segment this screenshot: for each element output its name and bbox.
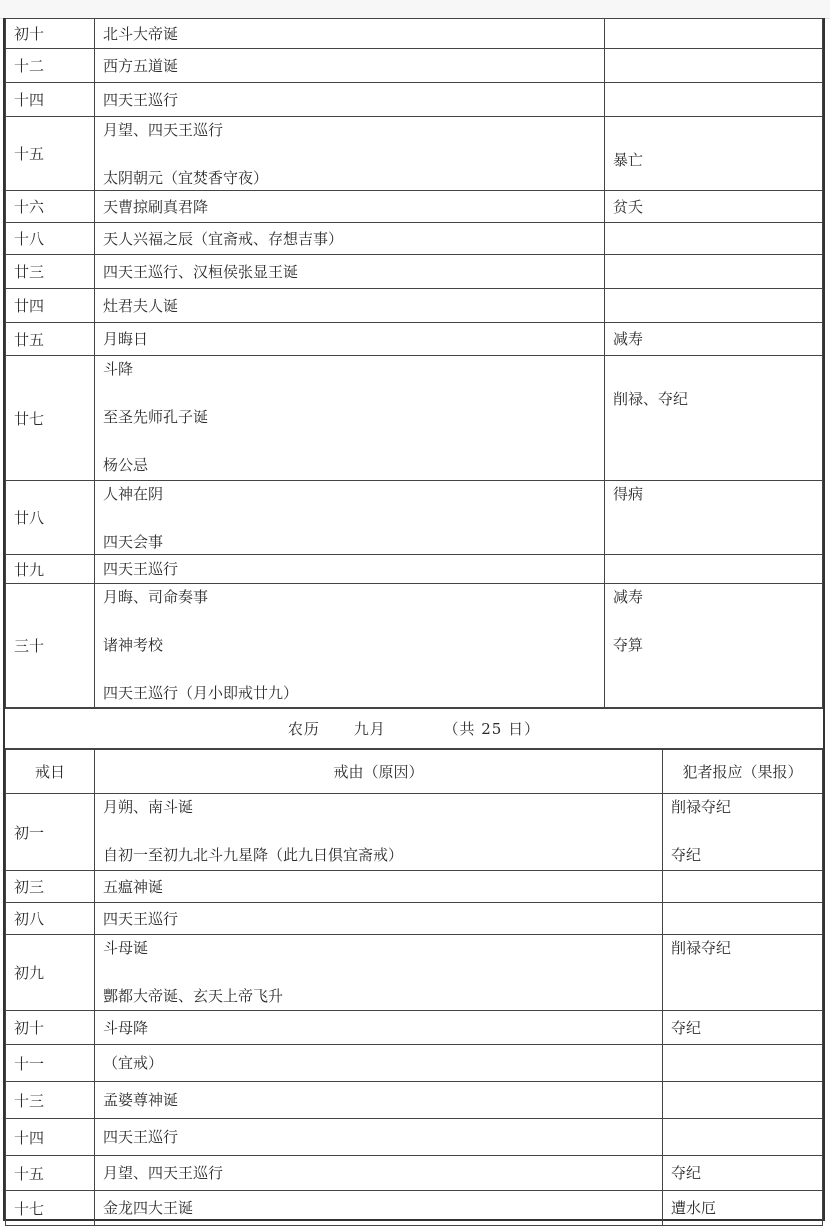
day-cell: 十七 xyxy=(6,1191,95,1226)
table-row xyxy=(6,1082,823,1119)
day-cell: 十五 xyxy=(6,117,95,191)
day-cell: 十四 xyxy=(6,83,95,117)
table-row xyxy=(6,1119,823,1156)
day-cell: 初一 xyxy=(6,794,95,871)
month-label: 九月 xyxy=(353,720,386,738)
previous-month-table xyxy=(5,18,823,708)
table-row xyxy=(6,1191,823,1226)
result-cell xyxy=(605,83,823,117)
result-cell: 夺纪 xyxy=(663,1011,823,1045)
reason-cell: 四天王巡行、汉桓侯张显王诞 xyxy=(95,255,605,289)
ninth-month-table xyxy=(5,749,823,1226)
reason-cell: 四天王巡行 xyxy=(95,83,605,117)
month-title xyxy=(5,708,823,749)
result-cell: 减寿 夺算 xyxy=(605,584,823,708)
reason-cell: 四天王巡行 xyxy=(95,555,605,584)
table-row xyxy=(6,49,823,83)
table-row xyxy=(6,481,823,555)
day-cell: 初十 xyxy=(6,19,95,49)
day-cell: 廿五 xyxy=(6,323,95,356)
reason-cell: 月晦、司命奏事 诸神考校 四天王巡行（月小即戒廿九） xyxy=(95,584,605,708)
result-cell: 减寿 xyxy=(605,323,823,356)
header-row xyxy=(6,750,823,794)
reason-cell: 五瘟神诞 xyxy=(95,871,663,903)
table-row xyxy=(6,1011,823,1045)
result-cell: 削禄夺纪 夺纪 xyxy=(663,794,823,871)
result-cell xyxy=(663,1119,823,1156)
header-reason: 戒由（原因） xyxy=(95,750,663,794)
table-row xyxy=(6,19,823,49)
day-cell: 廿三 xyxy=(6,255,95,289)
table-row xyxy=(6,794,823,871)
day-cell: 廿八 xyxy=(6,481,95,555)
day-cell: 十三 xyxy=(6,1082,95,1119)
table-row xyxy=(6,871,823,903)
table-row xyxy=(6,83,823,117)
result-cell xyxy=(663,1045,823,1082)
reason-cell: （宜戒） xyxy=(95,1045,663,1082)
day-cell: 三十 xyxy=(6,584,95,708)
table-row xyxy=(6,289,823,323)
result-cell: 遭水厄 xyxy=(663,1191,823,1226)
result-cell xyxy=(605,555,823,584)
day-cell: 十二 xyxy=(6,49,95,83)
table-row xyxy=(6,555,823,584)
reason-cell: 人神在阴 四天会事 xyxy=(95,481,605,555)
day-cell: 廿四 xyxy=(6,289,95,323)
reason-cell: 天曹掠刷真君降 xyxy=(95,191,605,223)
result-cell xyxy=(663,871,823,903)
reason-cell: 四天王巡行 xyxy=(95,903,663,935)
day-cell: 初九 xyxy=(6,935,95,1011)
reason-cell: 月朔、南斗诞 自初一至初九北斗九星降（此九日俱宜斋戒） xyxy=(95,794,663,871)
result-cell xyxy=(605,49,823,83)
day-cell: 十四 xyxy=(6,1119,95,1156)
reason-cell: 月晦日 xyxy=(95,323,605,356)
result-cell: 得病 xyxy=(605,481,823,555)
top-margin xyxy=(0,0,830,19)
table-row xyxy=(6,255,823,289)
table-row xyxy=(6,1156,823,1191)
header-result: 犯者报应（果报） xyxy=(663,750,823,794)
day-cell: 初八 xyxy=(6,903,95,935)
day-cell: 十一 xyxy=(6,1045,95,1082)
abstinence-calendar-document xyxy=(3,18,825,1221)
result-cell: 贫夭 xyxy=(605,191,823,223)
day-cell: 十八 xyxy=(6,223,95,255)
table-row xyxy=(6,356,823,481)
reason-cell: 斗母诞 酆都大帝诞、玄天上帝飞升 xyxy=(95,935,663,1011)
result-cell xyxy=(663,903,823,935)
table-row xyxy=(6,935,823,1011)
reason-cell: 灶君夫人诞 xyxy=(95,289,605,323)
day-cell: 十六 xyxy=(6,191,95,223)
day-cell: 廿九 xyxy=(6,555,95,584)
reason-cell: 斗母降 xyxy=(95,1011,663,1045)
table-row xyxy=(6,1045,823,1082)
result-cell xyxy=(605,289,823,323)
result-cell xyxy=(605,255,823,289)
reason-cell: 北斗大帝诞 xyxy=(95,19,605,49)
reason-cell: 孟婆尊神诞 xyxy=(95,1082,663,1119)
table-row xyxy=(6,223,823,255)
table-row xyxy=(6,117,823,191)
day-cell: 十五 xyxy=(6,1156,95,1191)
table-row xyxy=(6,584,823,708)
result-cell: 夺纪 xyxy=(663,1156,823,1191)
day-cell: 初三 xyxy=(6,871,95,903)
table-row xyxy=(6,323,823,356)
reason-cell: 四天王巡行 xyxy=(95,1119,663,1156)
reason-cell: 西方五道诞 xyxy=(95,49,605,83)
reason-cell: 月望、四天王巡行 太阴朝元（宜焚香守夜） xyxy=(95,117,605,191)
table-row xyxy=(6,903,823,935)
result-cell xyxy=(605,223,823,255)
reason-cell: 天人兴福之辰（宜斋戒、存想吉事） xyxy=(95,223,605,255)
result-cell: 暴亡 xyxy=(605,117,823,191)
day-cell: 廿七 xyxy=(6,356,95,481)
result-cell xyxy=(663,1082,823,1119)
result-cell xyxy=(605,19,823,49)
reason-cell: 月望、四天王巡行 xyxy=(95,1156,663,1191)
table-row xyxy=(6,191,823,223)
calendar-label: 农历 xyxy=(287,720,320,738)
reason-cell: 斗降 至圣先师孔子诞 杨公忌 xyxy=(95,356,605,481)
reason-cell: 金龙四大王诞 xyxy=(95,1191,663,1226)
result-cell: 削禄、夺纪 xyxy=(605,356,823,481)
header-day: 戒日 xyxy=(6,750,95,794)
month-title-cell xyxy=(5,709,823,749)
month-title-row xyxy=(5,709,823,749)
day-cell: 初十 xyxy=(6,1011,95,1045)
day-count-label: （共 25 日） xyxy=(443,720,541,738)
result-cell: 削禄夺纪 xyxy=(663,935,823,1011)
